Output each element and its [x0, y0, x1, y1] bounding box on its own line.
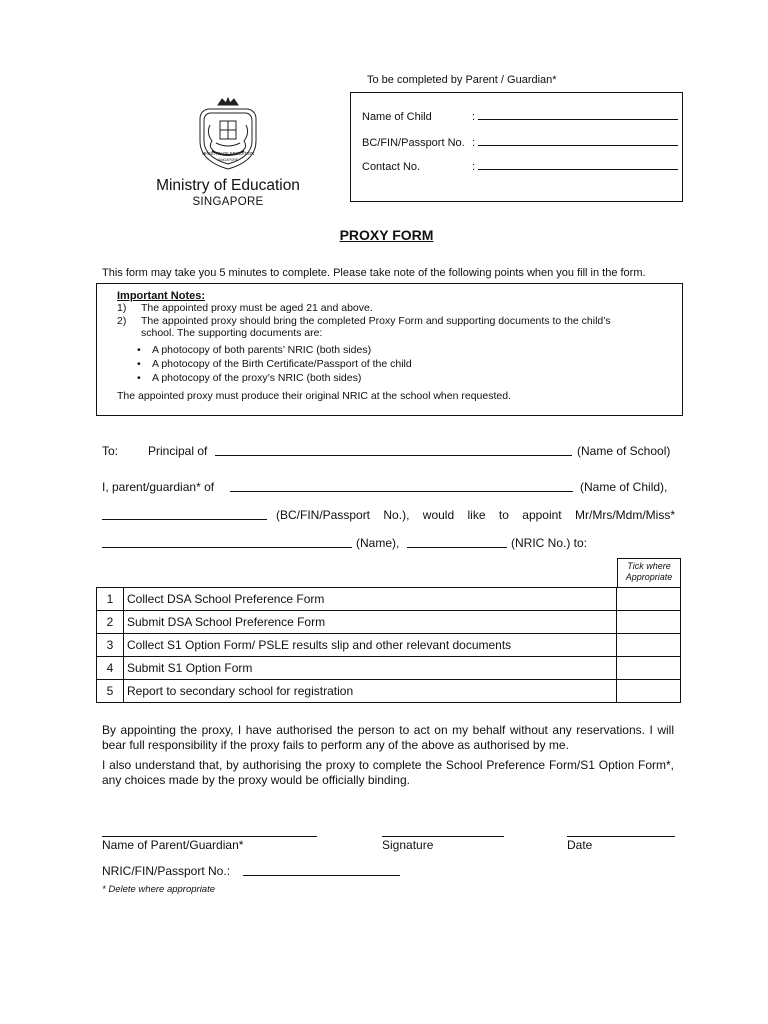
- intro-text: This form may take you 5 minutes to complete. Please take note of the following points when you fill in the form.: [102, 267, 646, 279]
- authorisation-paragraph: By appointing the proxy, I have authorised the person to act on my behalf without any reservations. I will bear full responsibility if the proxy fails to perform any of the above as authorised by me.: [102, 723, 674, 752]
- parent-name-label: Name of Parent/Guardian*: [102, 838, 244, 852]
- tick-cell[interactable]: [617, 588, 681, 611]
- child-name-row: Name of Child :: [362, 110, 678, 123]
- form-title: PROXY FORM: [339, 227, 434, 243]
- bullet-item: • A photocopy of the Birth Certificate/Passport of the child: [137, 358, 412, 370]
- note-item: 2) The appointed proxy should bring the completed Proxy Form and supporting documents to the child’s: [117, 315, 611, 327]
- notes-heading: Important Notes:: [117, 290, 205, 302]
- ministry-name: Ministry of Education: [156, 177, 300, 194]
- bullet-item: • A photocopy of the proxy’s NRIC (both sides): [137, 372, 362, 384]
- child-name-line-field[interactable]: [230, 481, 573, 492]
- child-name-field[interactable]: [478, 110, 678, 120]
- contact-label: Contact No.: [362, 161, 421, 173]
- name-of-school-label: (Name of School): [577, 444, 671, 458]
- principal-of-label: Principal of: [148, 444, 208, 458]
- school-name-field[interactable]: [215, 445, 572, 456]
- svg-text:MINISTRY OF EDUCATION: MINISTRY OF EDUCATION: [201, 151, 255, 156]
- passport-field[interactable]: [478, 136, 678, 146]
- note-item: 1) The appointed proxy must be aged 21 and above.: [117, 302, 373, 314]
- task-description: Submit DSA School Preference Form: [124, 611, 617, 634]
- proxy-name-field[interactable]: [102, 537, 352, 548]
- tick-cell[interactable]: [617, 634, 681, 657]
- to-label: To:: [102, 444, 119, 458]
- contact-field[interactable]: [478, 160, 678, 170]
- proxy-task-table: [96, 587, 681, 703]
- task-number: 3: [97, 634, 124, 657]
- svg-text:SINGAPORE: SINGAPORE: [217, 158, 239, 162]
- appoint-text: (BC/FIN/Passport No.), would like to appoint Mr/Mrs/Mdm/Miss*: [276, 508, 675, 522]
- passport-row: BC/FIN/Passport No. :: [362, 136, 678, 149]
- table-row: [97, 680, 681, 703]
- tick-cell[interactable]: [617, 657, 681, 680]
- parent-prefix-label: I, parent/guardian* of: [102, 480, 215, 494]
- table-row: [97, 634, 681, 657]
- task-description: Submit S1 Option Form: [124, 657, 617, 680]
- child-name-label: Name of Child: [362, 111, 432, 123]
- table-row: [97, 657, 681, 680]
- nric-label: NRIC/FIN/Passport No.:: [102, 864, 231, 878]
- proxy-nric-field[interactable]: [407, 537, 507, 548]
- tick-header: Tick where Appropriate: [617, 558, 681, 588]
- parent-nric-field[interactable]: [243, 865, 400, 876]
- notes-footer: The appointed proxy must produce their original NRIC at the school when requested.: [117, 390, 511, 402]
- completion-note: To be completed by Parent / Guardian*: [367, 74, 557, 86]
- guardian-info-box: [350, 92, 683, 202]
- binding-paragraph: I also understand that, by authorising the proxy to complete the School Preference Form/S1 Option Form*, any choices made by the proxy would be officially binding.: [102, 758, 674, 787]
- moe-crest-logo: [192, 97, 264, 171]
- task-number: 1: [97, 588, 124, 611]
- important-notes-box: [96, 283, 683, 416]
- table-row: [97, 588, 681, 611]
- passport-label: BC/FIN/Passport No.: [362, 137, 465, 149]
- tick-cell[interactable]: [617, 680, 681, 703]
- name-label: (Name),: [356, 536, 400, 550]
- table-row: [97, 611, 681, 634]
- footnote: * Delete where appropriate: [102, 884, 216, 895]
- parent-name-line[interactable]: [102, 836, 317, 837]
- bc-fin-field[interactable]: [102, 509, 267, 520]
- task-description: Report to secondary school for registration: [124, 680, 617, 703]
- nric-to-label: (NRIC No.) to:: [511, 536, 588, 550]
- bullet-item: • A photocopy of both parents’ NRIC (both sides): [137, 344, 372, 356]
- name-of-child-label: (Name of Child),: [580, 480, 668, 494]
- signature-label: Signature: [382, 838, 434, 852]
- tick-cell[interactable]: [617, 611, 681, 634]
- task-number: 2: [97, 611, 124, 634]
- signature-line[interactable]: [382, 836, 504, 837]
- task-description: Collect S1 Option Form/ PSLE results slip and other relevant documents: [124, 634, 617, 657]
- ministry-country: SINGAPORE: [192, 196, 264, 208]
- task-number: 5: [97, 680, 124, 703]
- date-line[interactable]: [567, 836, 675, 837]
- task-number: 4: [97, 657, 124, 680]
- task-description: Collect DSA School Preference Form: [124, 588, 617, 611]
- date-label: Date: [567, 838, 593, 852]
- note-item-continuation: school. The supporting documents are:: [141, 327, 323, 339]
- contact-row: Contact No. :: [362, 160, 678, 173]
